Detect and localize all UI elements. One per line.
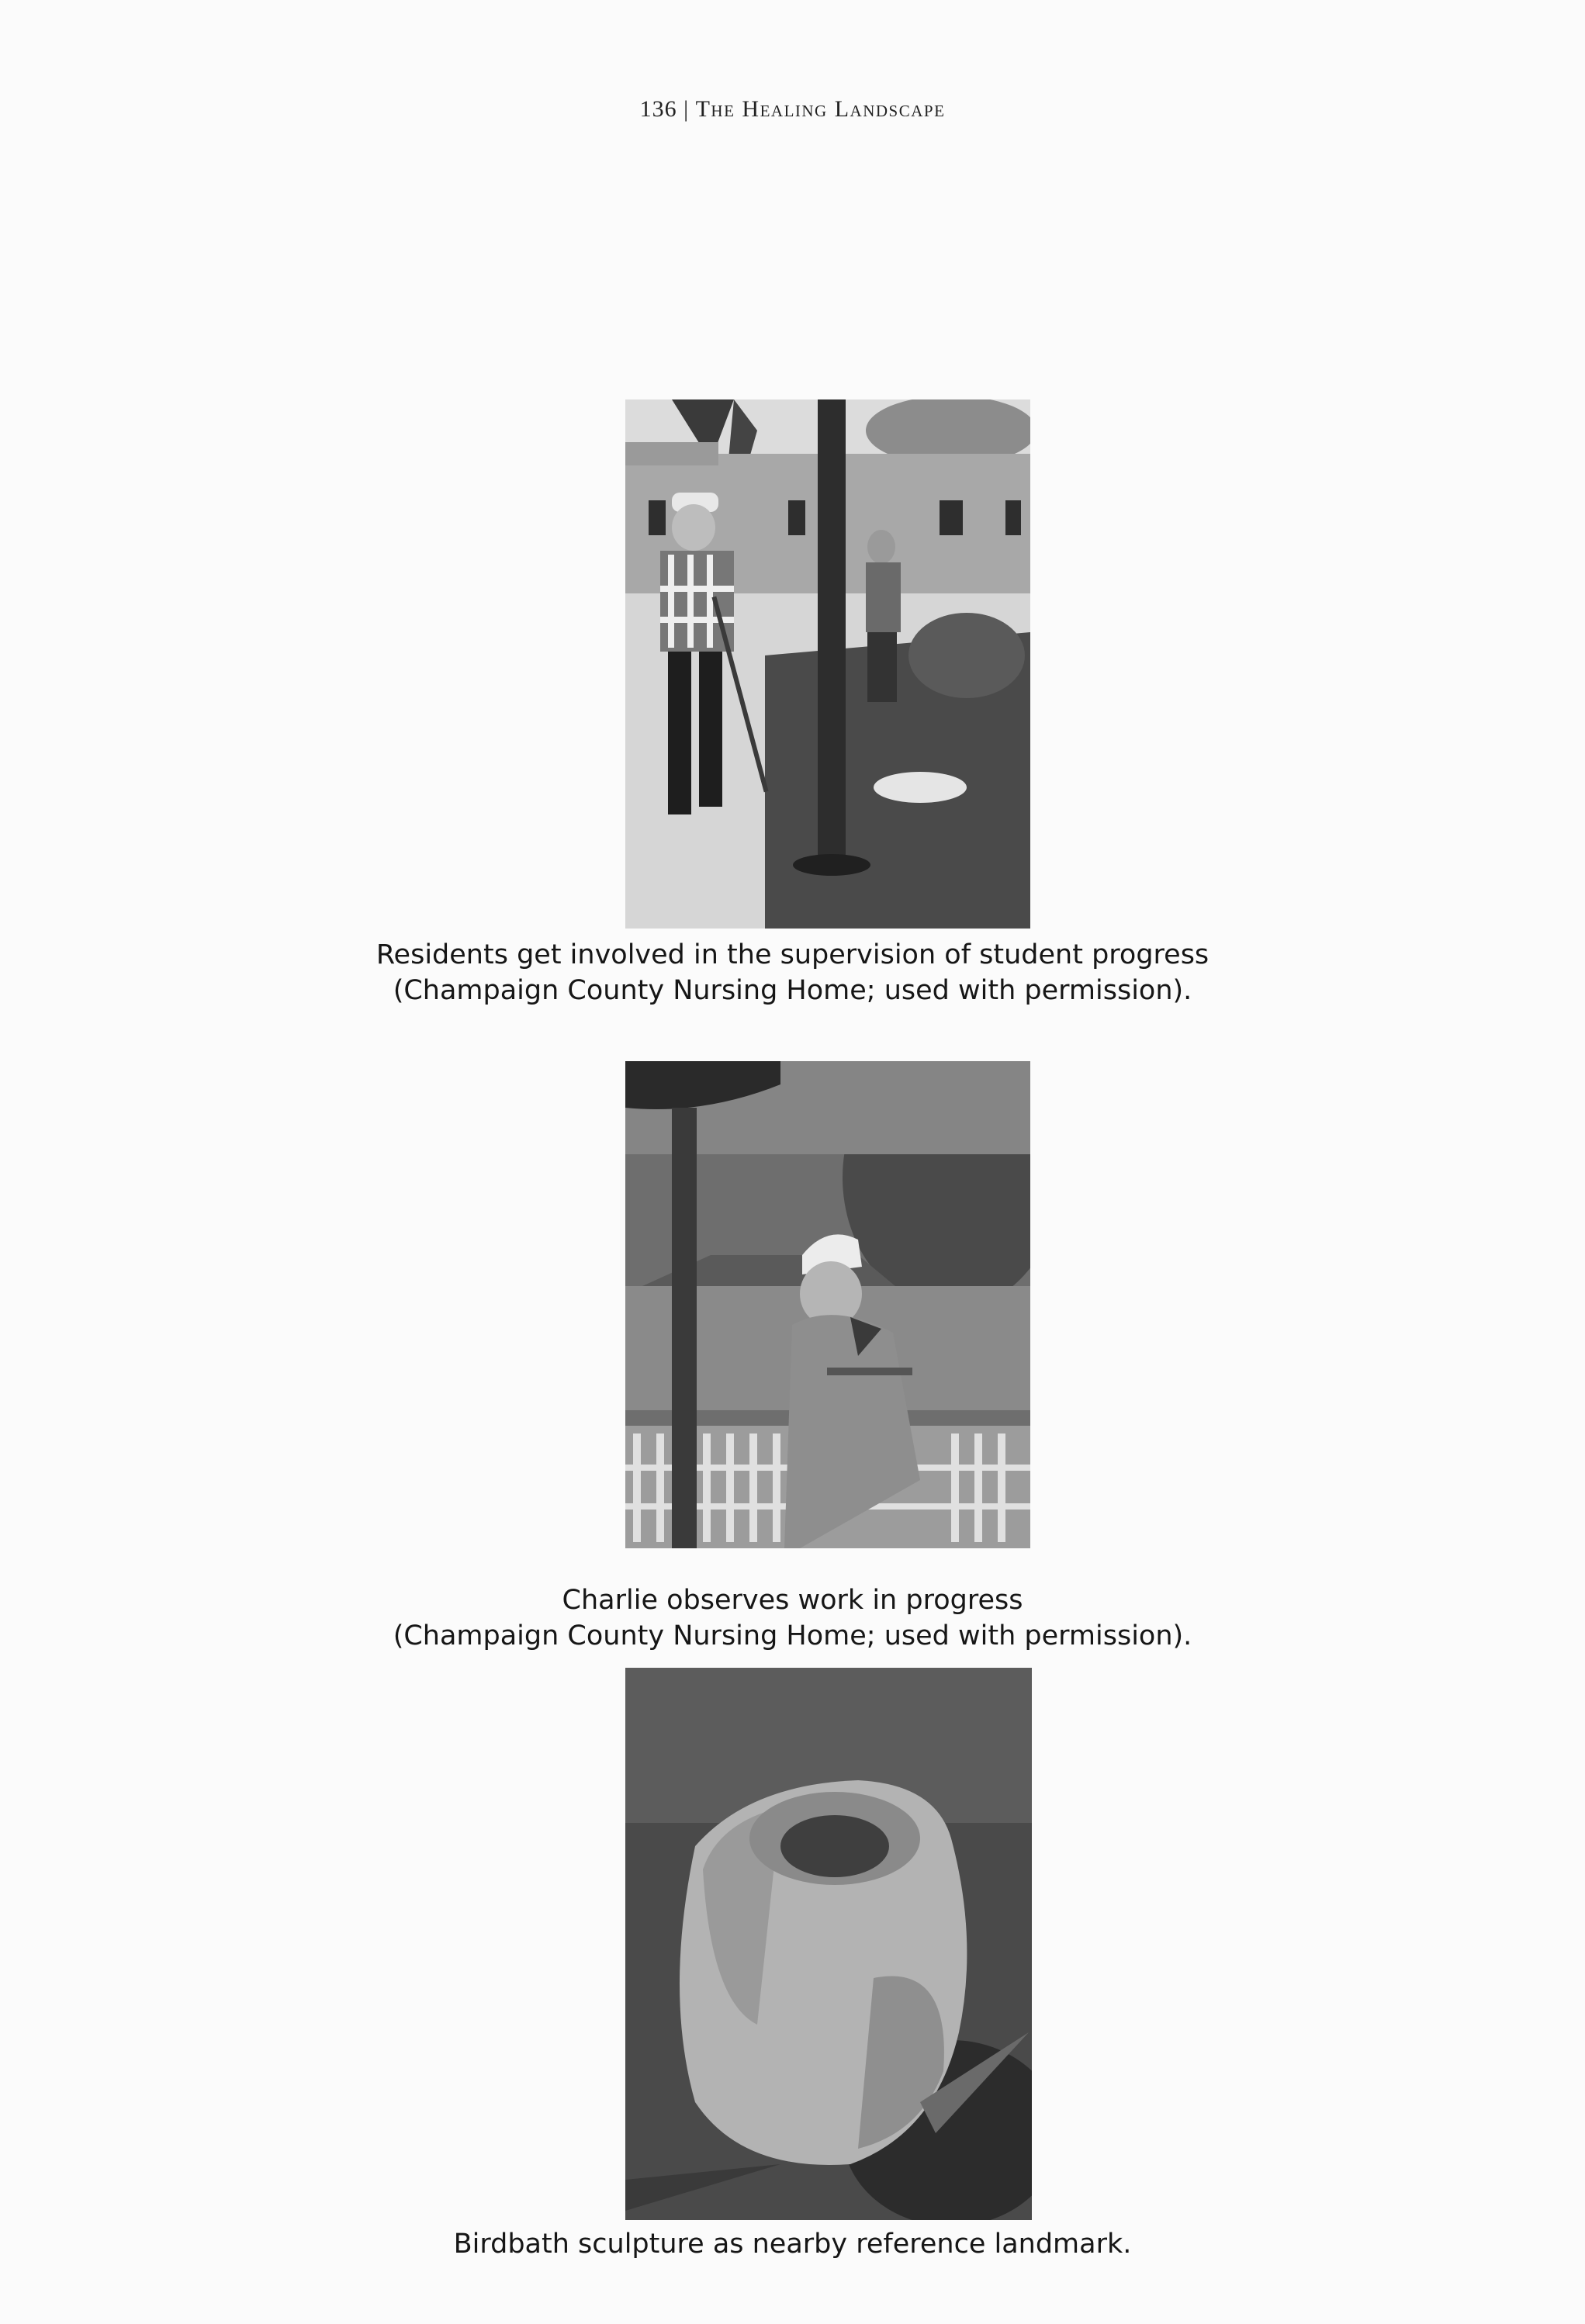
caption-line: (Champaign County Nursing Home; used with permission). [393, 975, 1192, 1006]
photo-residents-garden [625, 399, 1030, 929]
photo-birdbath-sculpture [625, 1668, 1032, 2220]
header-separator: | [683, 96, 690, 122]
caption-charlie [0, 1582, 1585, 1654]
running-head [0, 96, 1585, 123]
caption-line: Charlie observes work in progress [562, 1585, 1023, 1616]
caption-residents [0, 937, 1585, 1008]
caption-birdbath [0, 2226, 1585, 2262]
page-number: 136 [639, 96, 677, 122]
photo-charlie-observes [625, 1061, 1030, 1548]
book-title: The Healing Landscape [695, 96, 946, 122]
caption-line: (Champaign County Nursing Home; used with permission). [393, 1620, 1192, 1651]
caption-line: Residents get involved in the supervision of student progress [375, 939, 1210, 970]
caption-line: Birdbath sculpture as nearby reference landmark. [453, 2229, 1132, 2260]
